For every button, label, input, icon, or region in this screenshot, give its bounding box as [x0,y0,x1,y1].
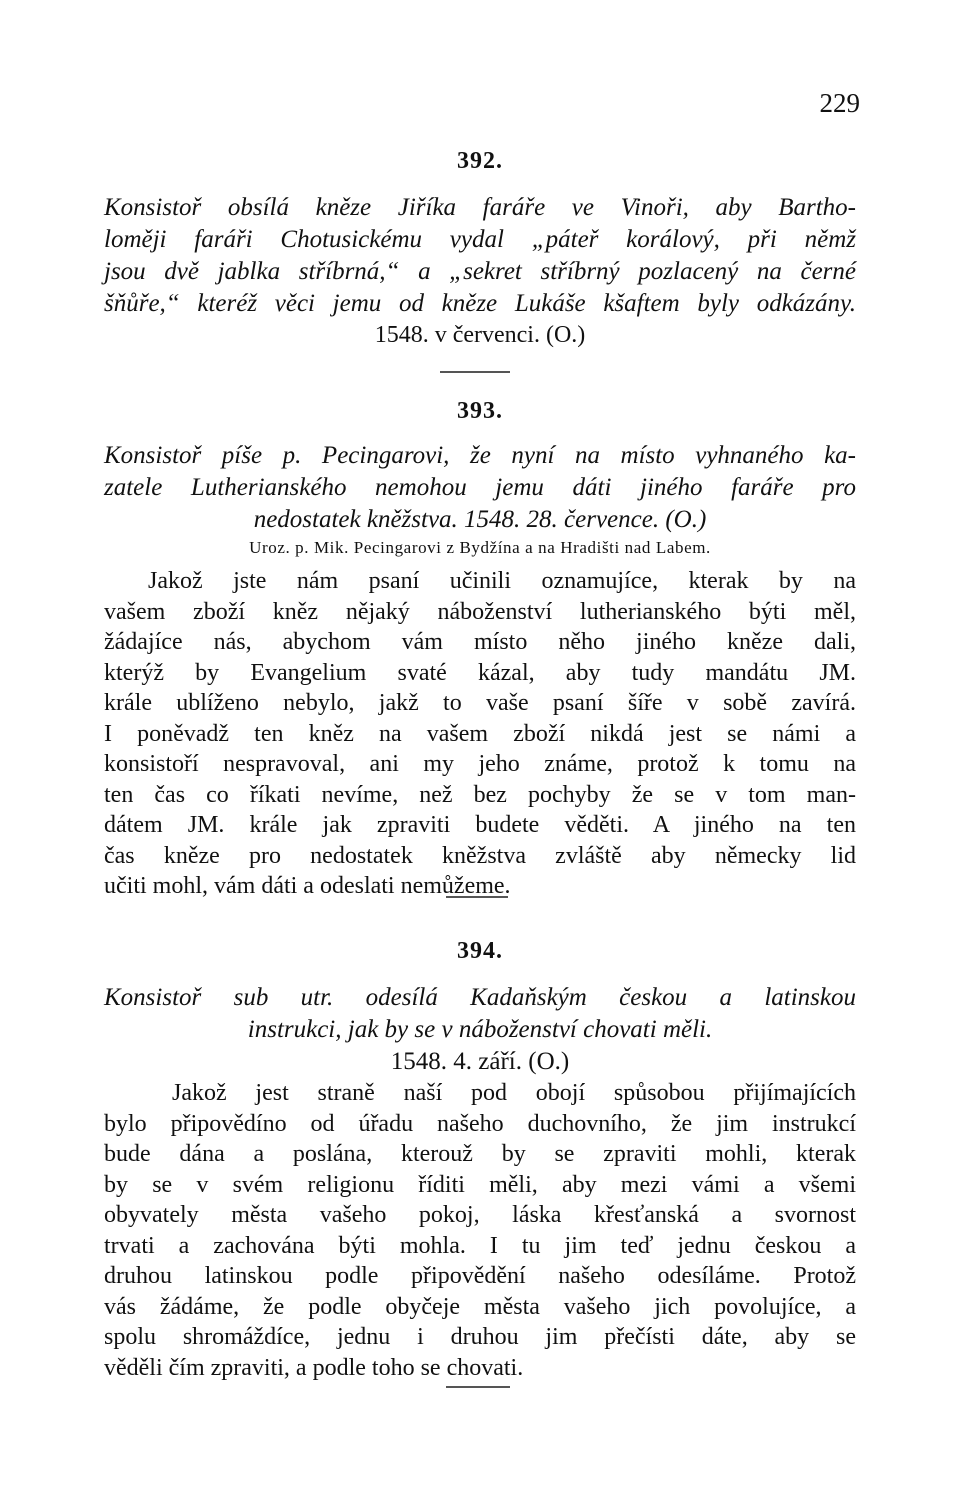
body-line: čas kněze pro nedostatek kněžstva zvláště aby německy lid [104,842,856,869]
section-394-body [104,1078,856,1383]
summary-line: zatele Lutherianského nemohou jemu dáti jiného faráře pro [104,474,856,501]
body-line: druhou latinskou podle připovědění našeho odesíláme. Protož [104,1263,856,1289]
section-392-summary [104,192,856,320]
summary-line: jsou dvě jablka stříbrná,“ a „sekret stříbrný pozlacený na černé [104,258,856,285]
body-line: konsistoří nespravoval, ani my jeho známe, protož k tomu na [104,751,856,777]
section-393-address-note: Uroz. p. Mik. Pecingarovi z Bydžína a na Hradišti nad Labem. [249,538,711,557]
summary-line: Konsistoř píše p. Pecingarovi, že nyní na místo vyhnaného ka- [104,442,856,469]
body-line: Jakož jest straně naší pod obojí spůsobou přijímajících [172,1080,856,1106]
section-divider [446,1386,510,1388]
body-line: spolu shromáždíce, jednu i druhou jim přečísti dáte, aby se [104,1324,856,1350]
body-line: obyvately města vašeho pokoj, láska křesťanská a svornost [104,1202,856,1228]
body-line: Jakož jste nám psaní učinili oznamujíce, kterak by na [148,568,856,594]
body-line: dátem JM. krále jak zpraviti budete věděti. A jiného na ten [104,812,856,838]
page-number: 229 [819,88,860,118]
body-line: vás žádáme, že podle obyčeje města vašeho jich povolujíce, a [104,1293,856,1320]
section-392-date: 1548. v červenci. (O.) [374,322,586,348]
body-line: trvati a zachována býti mohla. I tu jim teď jednu českou a [104,1232,856,1259]
summary-line: Konsistoř obsílá kněze Jiříka faráře ve Vinoři, aby Bartho- [104,194,856,221]
summary-line: nedostatek kněžstva. 1548. 28. července. (O.) [253,506,707,533]
body-line: kterýž by Evangelium svaté kázal, aby tudy mandátu JM. [104,659,856,686]
summary-line: šňůře,“ kteréž věci jemu od kněze Lukáše kšaftem byly odkázány. [104,290,856,317]
section-divider [440,371,510,373]
summary-line: instrukci, jak by se v náboženství chovati měli. [247,1016,713,1043]
section-393-summary [104,440,856,536]
body-line: žádajíce nás, abychom vám místo něho jiného kněze dali, [104,629,856,655]
summary-line: loměji faráři Chotusickému vydal „páteř korálový, při němž [104,226,856,253]
body-line: bude dána a poslána, kterouž by se zpraviti mohli, kterak [104,1141,856,1167]
body-line: ten čas co říkati nevíme, než bez pochyby že se v tom man- [104,781,856,808]
body-line: krále ublíženo nebylo, jakž to vaše psaní šíře v sobě zavírá. [104,690,856,716]
section-number-394: 394. [457,938,503,964]
section-divider [446,896,508,898]
body-line: bylo připovědíno od úřadu našeho duchovního, že jim instrukcí [104,1110,856,1137]
body-line: věděli čím zpraviti, a podle toho se chovati. [104,1354,524,1381]
section-number-393: 393. [457,398,503,424]
section-number-392: 392. [457,148,503,174]
section-394-summary [104,982,856,1078]
summary-line: Konsistoř sub utr. odesílá Kadaňským českou a latinskou [104,984,856,1011]
summary-line: 1548. 4. září. (O.) [390,1048,570,1075]
body-line: vašem zboží kněz nějaký náboženství lutherianského býti měl, [104,598,856,625]
body-line: učiti mohl, vám dáti a odeslati nemůžeme. [104,873,511,899]
section-393-body [104,566,856,902]
body-line: I poněvadž ten kněz na vašem zboží nikdá jest se námi a [104,720,856,747]
body-line: by se v svém religionu říditi měli, aby mezi vámi a všemi [104,1171,856,1198]
